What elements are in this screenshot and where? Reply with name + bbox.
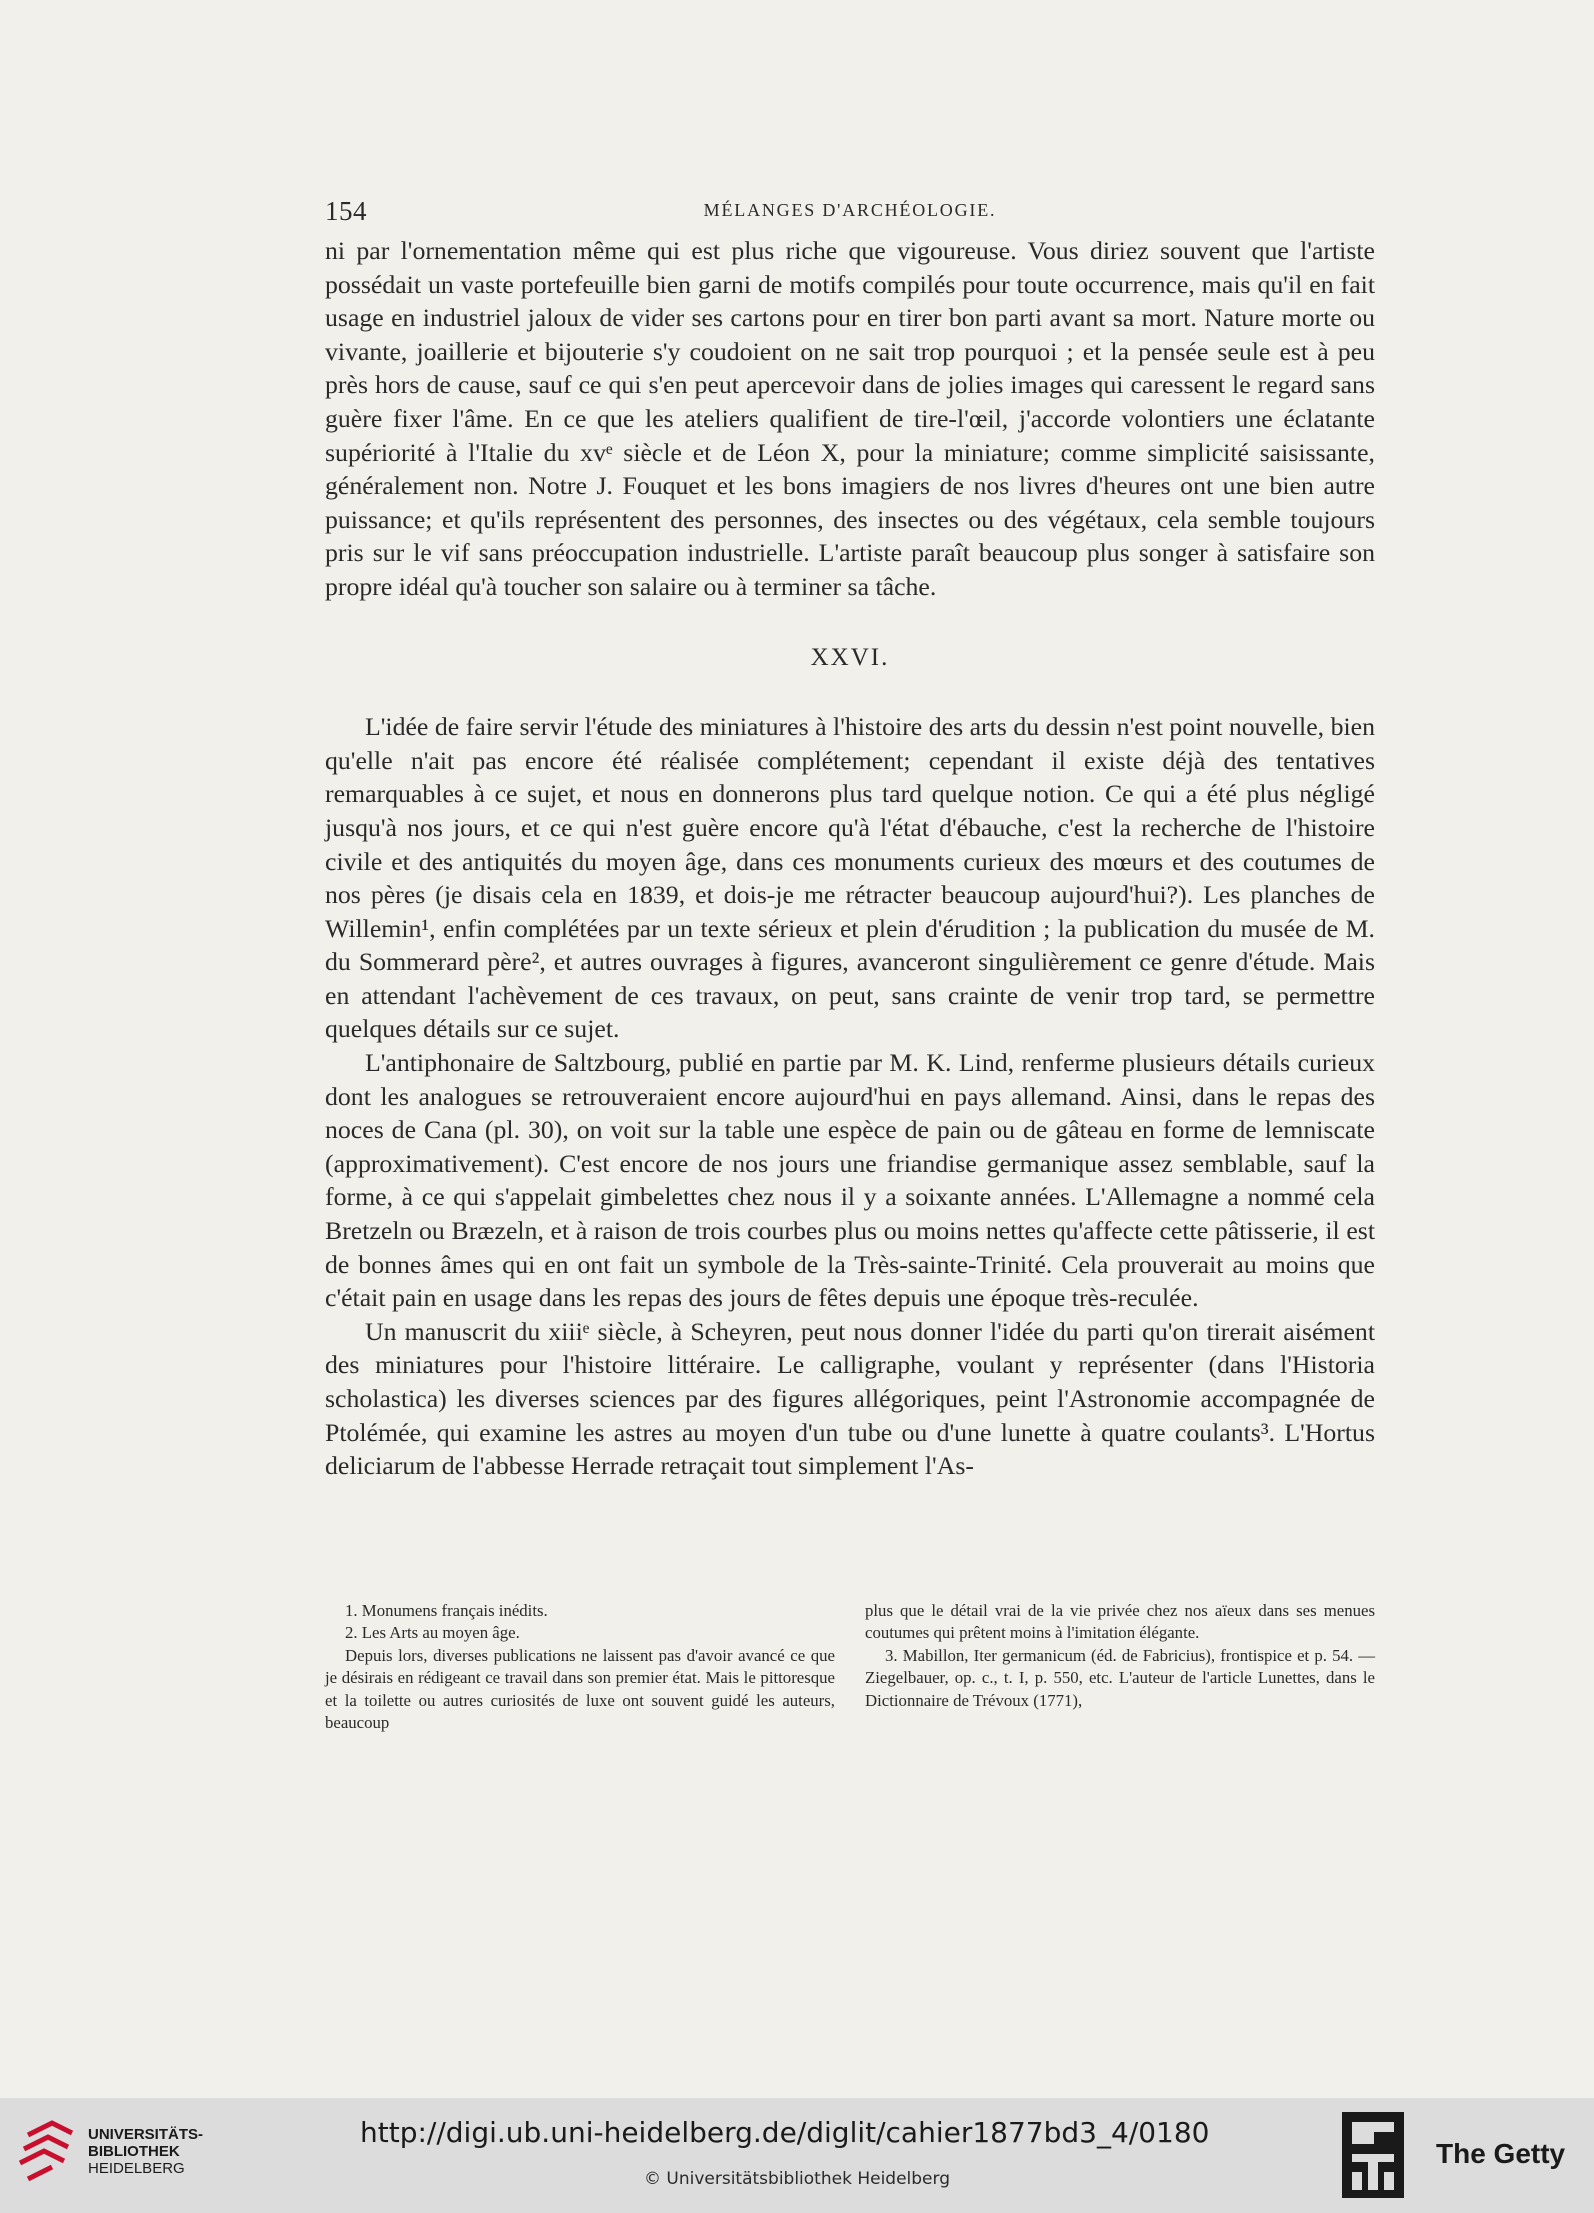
library-name-line-1: UNIVERSITÄTS-	[88, 2126, 204, 2143]
getty-logo-icon	[1338, 2108, 1408, 2204]
footnotes	[325, 1600, 1375, 1734]
paragraph-2: L'idée de faire servir l'étude des miniatures à l'histoire des arts du dessin n'est point nouvelle, bien qu'elle n'ait pas encore été réalisée complétement; cependant il existe déjà des tentatives remarquables à ce sujet, et nous en donnerons plus tard quelque notion. Ce qui a été plus négligé jusqu'à nos jours, et ce qui n'est guère encore qu'à l'état d'ébauche, c'est la recherche de l'histoire civile et des antiquités du moyen âge, dans ces monuments curieux des mœurs et des coutumes de nos pères (je disais cela en 1839, et dois-je me rétracter beaucoup aujourd'hui?). Les planches de Willemin¹, enfin complétées par un texte sérieux et plein d'érudition ; la publication du musée de M. du Sommerard père², et autres ouvrages à figures, avanceront singulièrement ce genre d'étude. Mais en attendant l'achèvement de ces travaux, on peut, sans crainte de venir trop tard, se permettre quelques détails sur ce sujet.	[325, 712, 1375, 1044]
page-number: 154	[325, 196, 367, 226]
footnote-2-continued-2: plus que le détail vrai de la vie privée chez nos aïeux dans ses menues coutumes qui prêtent moins à l'imitation élégante.	[865, 1601, 1375, 1643]
paragraph-3: L'antiphonaire de Saltzbourg, publié en partie par M. K. Lind, renferme plusieurs détails curieux dont les analogues se retrouveraient encore aujourd'hui en pays allemand. Ainsi, dans le repas des noces de Cana (pl. 30), on voit sur la table une espèce de pain ou de gâteau en forme de lemniscate (approximativement). C'est encore de nos jours une friandise germanique assez semblable, sauf la forme, à ce qui s'appelait gimbelettes chez nous il y a soixante années. L'Allemagne a nommé cela Bretzeln ou Bræzeln, et à raison de trois courbes plus ou moins nettes qu'affecte cette pâtisserie, il est de bonnes âmes qui en ont fait un symbole de la Très-sainte-Trinité. Cela prouverait au moins que c'était pain en usage dans les repas des jours de fêtes depuis une époque très-reculée.	[325, 1048, 1375, 1313]
running-head	[325, 196, 1375, 226]
footnotes-right-column	[865, 1600, 1375, 1734]
footnote-3: 3. Mabillon, Iter germanicum (éd. de Fabricius), frontispice et p. 54. —Ziegelbauer, op. c., t. I, p. 550, etc. L'auteur de l'article Lunettes, dans le Dictionnaire de Trévoux (1771),	[865, 1645, 1375, 1710]
library-name-line-2: BIBLIOTHEK	[88, 2143, 180, 2160]
section-heading: XXVI.	[810, 643, 890, 671]
footnote-2-continued: Depuis lors, diverses publications ne laissent pas d'avoir avancé ce que je désirais en rédigeant ce travail dans son premier état. Mais le pittoresque et la toilette ou autres curiosités de luxe ont souvent guidé les auteurs, beaucoup	[325, 1645, 835, 1733]
permalink-url[interactable]: http://digi.ub.uni-heidelberg.de/diglit/cahier1877bd3_4/0180	[360, 2116, 1210, 2149]
copyright-notice: © Universitätsbibliothek Heidelberg	[643, 2169, 950, 2189]
paragraph-1: ni par l'ornementation même qui est plus riche que vigoureuse. Vous diriez souvent que l'artiste possédait un vaste portefeuille bien garni de motifs compilés pour toute occurrence, mais qu'il en fait usage en industriel jaloux de vider ses cartons pour en tirer bon parti avant sa mort. Nature morte ou vivante, joaillerie et bijouterie s'y coudoient on ne sait trop pourquoi ; et la pensée seule est à peu près hors de cause, sauf ce qui s'en peut apercevoir dans de jolies images qui caressent le regard sans guère fixer l'âme. En ce que les ateliers qualifient de tire-l'œil, j'accorde volontiers une éclatante supériorité à l'Italie du xvᵉ siècle et de Léon X, pour la miniature; comme simplicité saisissante, généralement non. Notre J. Fouquet et les bons imagiers de nos livres d'heures ont une bien autre puissance; et qu'ils représentent des personnes, des insectes ou des végétaux, cela semble toujours pris sur le vif sans préoccupation industrielle. L'artiste paraît beaucoup plus songer à satisfaire son propre idéal qu'à toucher son salaire ou à terminer sa tâche.	[325, 236, 1375, 601]
footer-bar	[0, 2098, 1594, 2213]
footnote-1: 1. Monumens français inédits.	[345, 1601, 548, 1620]
getty-name: The Getty	[1436, 2138, 1566, 2169]
footnotes-left-column	[325, 1600, 835, 1734]
running-title: MÉLANGES D'ARCHÉOLOGIE.	[703, 200, 997, 220]
body-text	[325, 234, 1375, 1483]
library-name-line-3: HEIDELBERG	[88, 2160, 185, 2177]
footnote-2: 2. Les Arts au moyen âge.	[345, 1623, 520, 1643]
paragraph-4: Un manuscrit du xiiiᵉ siècle, à Scheyren, peut nous donner l'idée du parti qu'on tirerait aisément des miniatures pour l'histoire littéraire. Le calligraphe, voulant y représenter (dans l'Historia scholastica) les diverses sciences par des figures allégoriques, peint l'Astronomie accompagnée de Ptolémée, qui examine les astres au moyen d'un tube ou d'une lunette à quatre coulants³. L'Hortus deliciarum de l'abbesse Herrade retraçait tout simplement l'As-	[325, 1316, 1375, 1481]
